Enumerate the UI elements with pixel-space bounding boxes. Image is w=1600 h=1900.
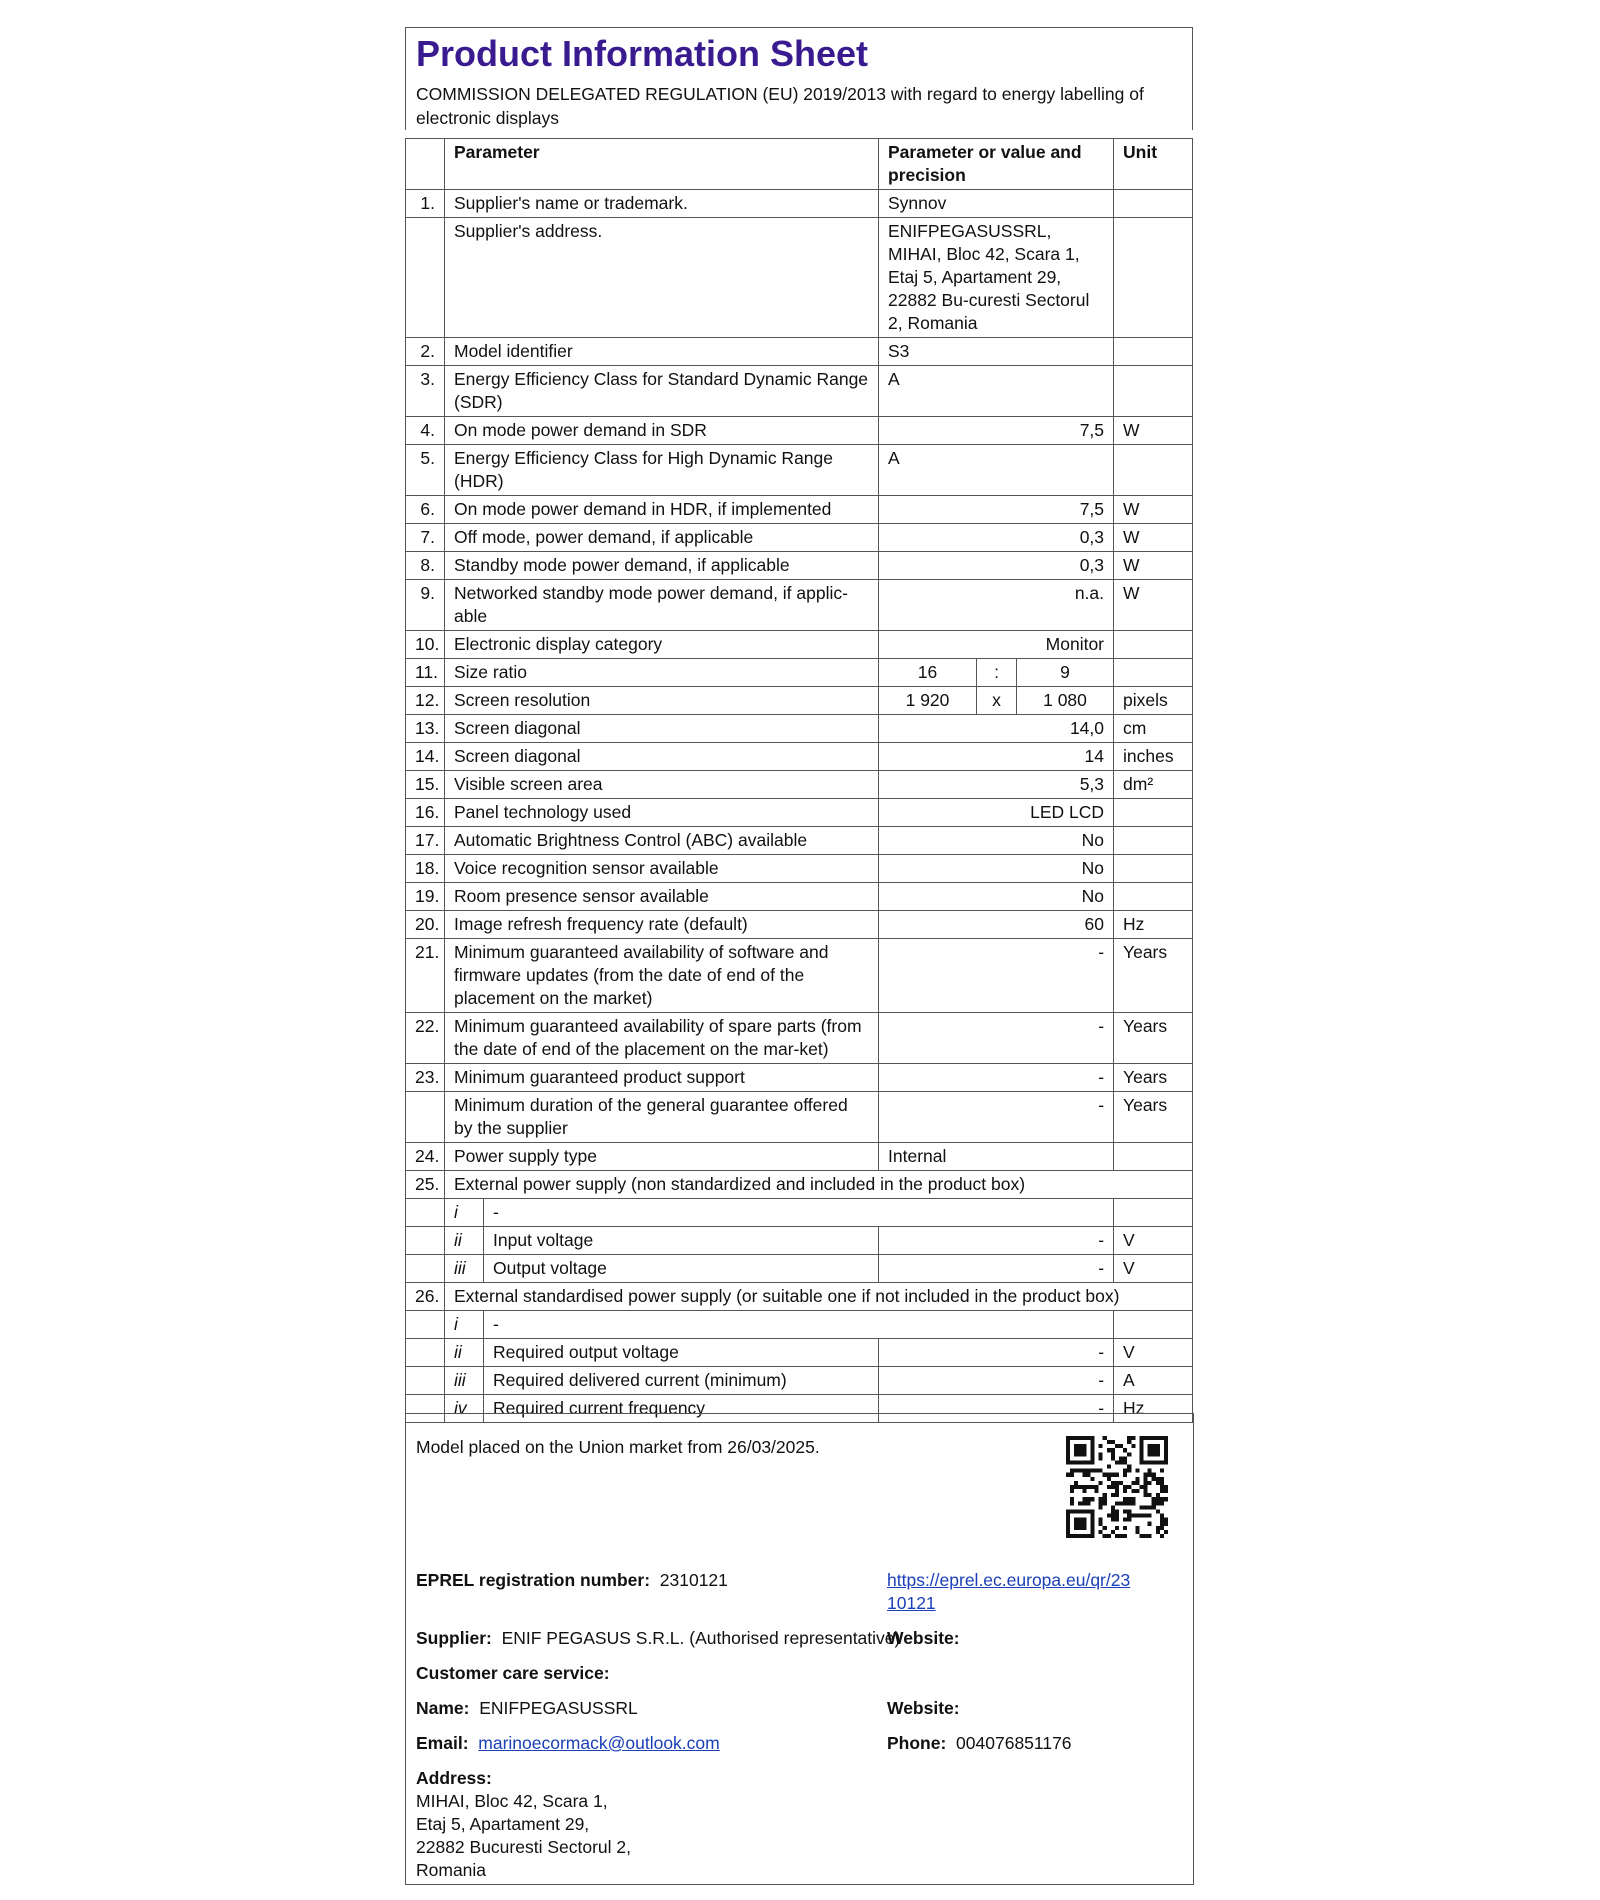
table-subrow: iii Required delivered current (minimum) - A [406, 1367, 1193, 1395]
table-row: 18. Voice recognition sensor available No [406, 855, 1193, 883]
table-subrow: i - [406, 1311, 1193, 1339]
supplier-website-label: Website: [887, 1628, 960, 1648]
table-row: 25. External power supply (non standardized and included in the product box) [406, 1171, 1193, 1199]
table-row: 3. Energy Efficiency Class for Standard Dynamic Range (SDR) A [406, 366, 1193, 417]
table-row: 13. Screen diagonal 14,0 cm [406, 715, 1193, 743]
supplier-footer [405, 1413, 1194, 1885]
table-row: 17. Automatic Brightness Control (ABC) available No [406, 827, 1193, 855]
regulation-subtitle: COMMISSION DELEGATED REGULATION (EU) 2019/2013 with regard to energy labelling of electronic displays [416, 84, 1144, 128]
table-subrow: ii Input voltage - V [406, 1227, 1193, 1255]
table-row: Supplier's address. ENIFPEGASUSSRL, MIHAI, Bloc 42, Scara 1, Etaj 5, Apartament 29, 22882 Bu-curesti Sectorul 2, Romania [406, 218, 1193, 338]
table-row: 19. Room presence sensor available No [406, 883, 1193, 911]
table-row: 4. On mode power demand in SDR 7,5 W [406, 417, 1193, 445]
product-information-sheet [405, 27, 1193, 1423]
care-website-label: Website: [887, 1698, 960, 1718]
supplier-line: Supplier: ENIF PEGASUS S.R.L. (Authorised representative) [416, 1628, 901, 1648]
table-subrow: i - [406, 1199, 1193, 1227]
table-row: 24. Power supply type Internal [406, 1143, 1193, 1171]
table-row: 2. Model identifier S3 [406, 338, 1193, 366]
care-phone: Phone: 004076851176 [887, 1733, 1072, 1753]
table-row: 9. Networked standby mode power demand, if applic-able n.a. W [406, 580, 1193, 631]
table-row: 1. Supplier's name or trademark. Synnov [406, 190, 1193, 218]
table-row: 6. On mode power demand in HDR, if implemented 7,5 W [406, 496, 1193, 524]
page-title: Product Information Sheet [416, 33, 869, 74]
header-value: Parameter or value and precision [879, 139, 1114, 190]
qr-code-icon[interactable] [1066, 1436, 1168, 1538]
table-row: 15. Visible screen area 5,3 dm² [406, 771, 1193, 799]
table-row: 21. Minimum guaranteed availability of software and firmware updates (from the date of end of the placement on the market) - Years [406, 939, 1193, 1013]
table-row: 8. Standby mode power demand, if applicable 0,3 W [406, 552, 1193, 580]
care-address: Address: MIHAI, Bloc 42, Scara 1, Etaj 5, Apartament 29, 22882 Bucuresti Sectorul 2, Romania [416, 1768, 631, 1880]
email-link[interactable]: marinoecormack@outlook.com [478, 1733, 720, 1753]
parameter-table [405, 138, 1193, 1423]
care-email: Email: marinoecormack@outlook.com [416, 1733, 720, 1753]
market-placement-text: Model placed on the Union market from 26/03/2025. [416, 1437, 820, 1457]
table-subrow: iii Output voltage - V [406, 1255, 1193, 1283]
eprel-link[interactable]: https://eprel.ec.europa.eu/qr/23 10121 [887, 1570, 1131, 1613]
table-row: 26. External standardised power supply (or suitable one if not included in the product box) [406, 1283, 1193, 1311]
table-row: 22. Minimum guaranteed availability of spare parts (from the date of end of the placement on the mar-ket) - Years [406, 1013, 1193, 1064]
table-subrow: ii Required output voltage - V [406, 1339, 1193, 1367]
sheet-header [405, 27, 1193, 130]
table-row: 14. Screen diagonal 14 inches [406, 743, 1193, 771]
header-unit: Unit [1114, 139, 1193, 190]
table-row: 20. Image refresh frequency rate (default) 60 Hz [406, 911, 1193, 939]
table-row: 5. Energy Efficiency Class for High Dynamic Range (HDR) A [406, 445, 1193, 496]
table-row: 12. Screen resolution 1 920 x 1 080 pixels [406, 687, 1193, 715]
table-subrow: iv Required current frequency - Hz [406, 1395, 1193, 1423]
table-row: Minimum duration of the general guarantee offered by the supplier - Years [406, 1092, 1193, 1143]
care-name: Name: ENIFPEGASUSSRL [416, 1698, 638, 1718]
table-row: 11. Size ratio 16 : 9 [406, 659, 1193, 687]
eprel-registration: EPREL registration number: 2310121 [416, 1570, 728, 1590]
customer-care-heading: Customer care service: [416, 1663, 610, 1683]
table-header-row [406, 139, 1193, 190]
header-parameter: Parameter [445, 139, 879, 190]
table-row: 10. Electronic display category Monitor [406, 631, 1193, 659]
table-row: 23. Minimum guaranteed product support - Years [406, 1064, 1193, 1092]
table-row: 7. Off mode, power demand, if applicable 0,3 W [406, 524, 1193, 552]
table-row: 16. Panel technology used LED LCD [406, 799, 1193, 827]
